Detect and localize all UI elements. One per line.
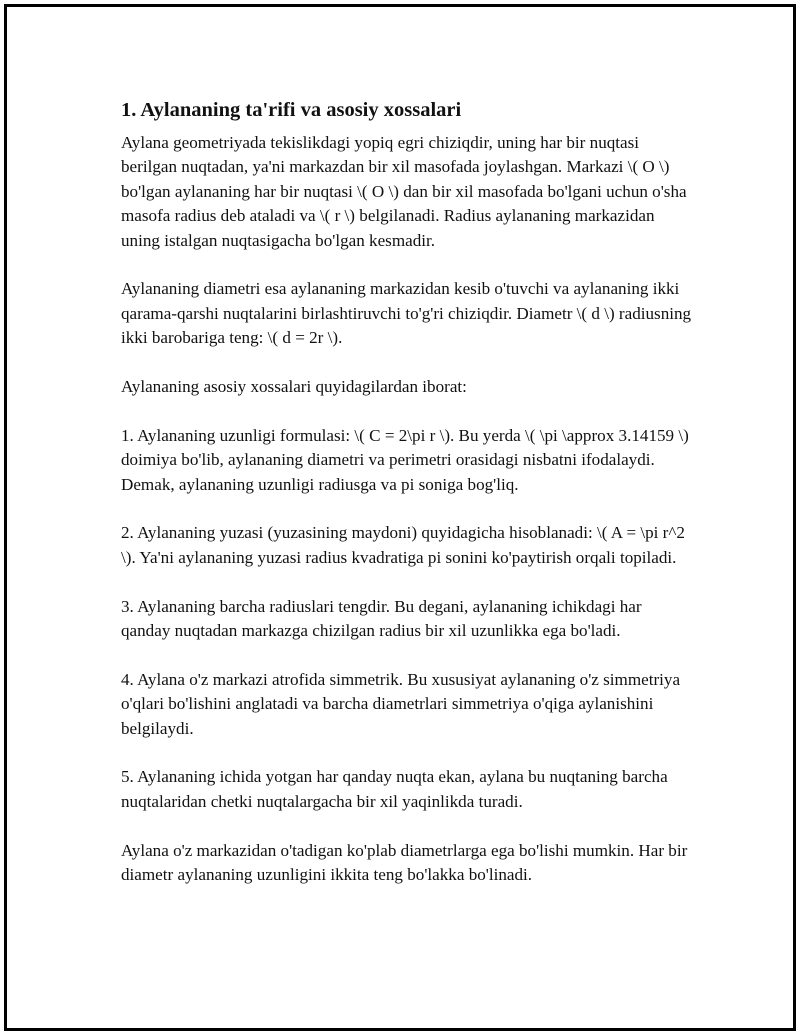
paragraph-conclusion: Aylana o'z markazidan o'tadigan ko'plab diametrlarga ega bo'lishi mumkin. Har bir diametr aylananing uzunligini ikkita teng bo'lakka bo'linadi. (121, 840, 688, 885)
paragraph-property-5: 5. Aylananing ichida yotgan har qanday nuqta ekan, aylana bu nuqtaning barcha nuqtalaridan chetki nuqtalargacha bir xil yaqinlikda turadi. (121, 767, 668, 811)
paragraph-property-1: 1. Aylananing uzunligi formulasi: \( C = 2\pi r \). Bu yerda \( \pi \approx 3.14159 \) doimiya bo'lib, aylananing diametri va perimetri orasidagi nisbatni ifodalaydi. Demak, aylananing uzunligi radiusga va pi soniga bog'liq. (121, 425, 689, 494)
paragraph-property-2: 2. Aylananing yuzasi (yuzasining maydoni) quyidagicha hisoblanadi: \( A = \pi r^2 \). Ya'ni aylananing yuzasi radius kvadratiga pi sonini ko'paytirish orqali topiladi. (121, 523, 685, 567)
paragraph-diameter: Aylananing diametri esa aylananing markazidan kesib o'tuvchi va aylananing ikki qarama-qarshi nuqtalarini birlashtiruvchi to'g'ri chiziqdir. Diametr \( d \) radiusning ikki barobariga teng: \( d = 2r \). (121, 279, 692, 348)
document-page (4, 4, 796, 1031)
paragraph-definition: Aylana geometriyada tekislikdagi yopiq egri chiziqdir, uning har bir nuqtasi berilgan nuqtadan, ya'ni markazdan bir xil masofada joylashgan. Markazi \( O \) bo'lgan aylananing har bir nuqtasi \( O \) dan bir xil masofada bo'lgani uchun o'sha masofa radius deb ataladi va \( r \) belgilanadi. Radius aylananing markazidan uning istalgan nuqtasigacha bo'lgan kesmadir. (121, 133, 687, 250)
document-body (121, 96, 693, 912)
section-title: 1. Aylananing ta'rifi va asosiy xossalari (121, 99, 462, 121)
paragraph-properties-intro: Aylananing asosiy xossalari quyidagilardan iborat: (121, 377, 467, 397)
paragraph-property-4: 4. Aylana o'z markazi atrofida simmetrik. Bu xususiyat aylananing o'z simmetriya o'qlari bo'lishini anglatadi va barcha diametrlari simmetriya o'qiga aylanishini belgilaydi. (121, 669, 681, 738)
paragraph-property-3: 3. Aylananing barcha radiuslari tengdir. Bu degani, aylananing ichikdagi har qanday nuqtadan markazga chizilgan radius bir xil uzunlikka ega bo'ladi. (121, 596, 642, 641)
